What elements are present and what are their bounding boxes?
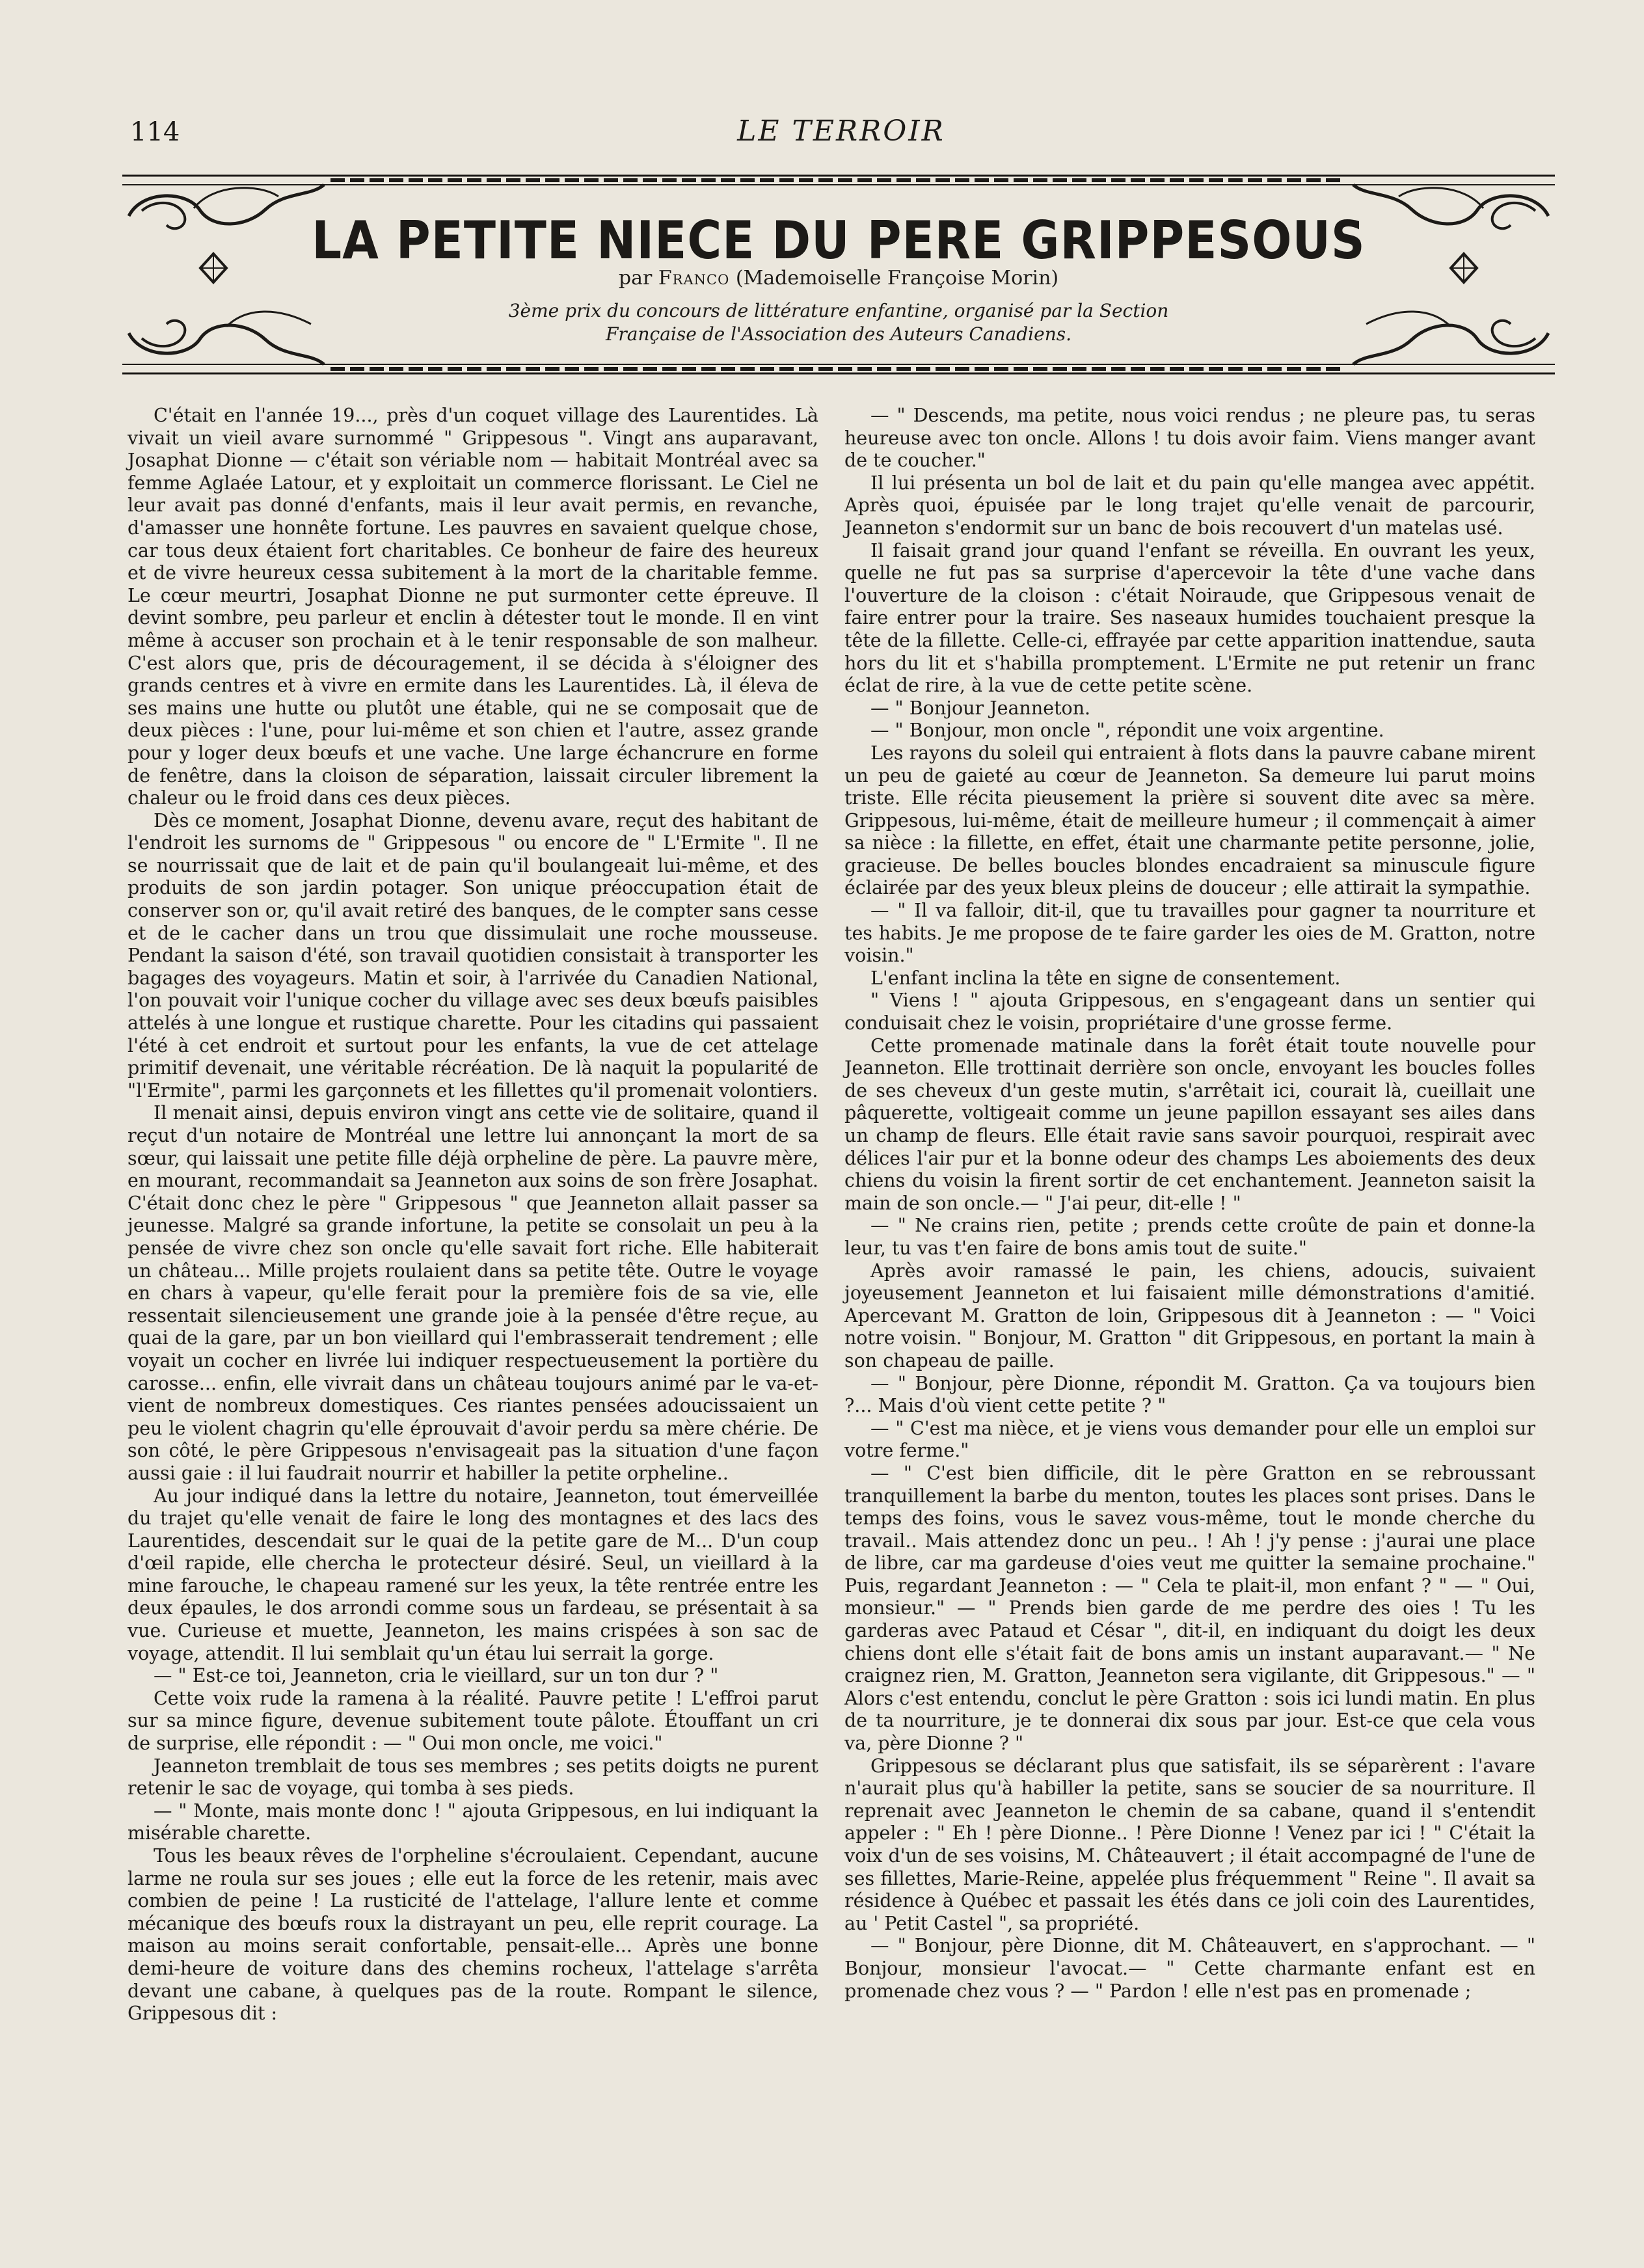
running-head	[122, 111, 1560, 150]
prize-note	[116, 299, 1561, 346]
paragraph: — " Est-ce toi, Jeanneton, cria le vieillard, sur un ton dur ? "	[154, 1665, 719, 1687]
byline-prefix: par	[618, 267, 653, 290]
paragraph: — " Descends, ma petite, nous voici rendus ; ne pleure pas, tu seras heureuse avec ton oncle. Allons ! tu dois avoir faim. Viens manger avant de te coucher."	[844, 405, 1535, 472]
right-column	[844, 405, 1535, 2003]
prize-note-line-1: 3ème prix du concours de littérature enfantine, organisé par la Section	[508, 300, 1169, 321]
prize-note-line-2: Française de l'Association des Auteurs Canadiens.	[605, 323, 1072, 345]
article-title: LA PETITE NIECE DU PERE GRIPPESOUS	[312, 209, 1366, 271]
title-headpiece	[116, 170, 1561, 379]
paragraph: Dès ce moment, Josaphat Dionne, devenu avare, reçut des habitant de l'endroit les surnoms de " Grippesous " ou encore de " L'Ermite ". Il ne se nourrissait que de lait et de pain qu'il boulangeait lui-même, et des produits de son jardin potager. Son unique préoccupation était de conserver son or, qu'il avait retiré des banques, de le compter sans cesse et de le cacher dans un trou que dissimulait une roche mousseuse. Pendant la saison d'été, son travail quotidien consistait à transporter les bagages des voyageurs. Matin et soir, à l'arrivée du Canadien National, l'on pouvait voir l'unique cocher du village avec ses deux bœufs paisibles attelés à une longue et rustique charette. Pour les citadins qui passaient l'été à cet endroit et surtout pour les enfants, la vue de cet attelage primitif devenait, une véritable récréation. De là naquit la popularité de "l'Ermite", parmi les garçonnets et les fillettes qu'il promenait volontiers.	[128, 809, 818, 1101]
author-real-name: (Mademoiselle Françoise Morin)	[735, 267, 1059, 290]
paragraph: Grippesous se déclarant plus que satisfait, ils se séparèrent : l'avare n'aurait plus qu'à habiller la petite, sans se soucier de sa nourriture. Il reprenait avec Jeanneton le chemin de sa cabane, quand il s'entendit appeler : " Eh ! père Dionne.. ! Père Dionne ! Venez par ici ! " C'était la voix d'un de ses voisins, M. Châteauvert ; il était accompagné de l'une de ses fillettes, Marie-Reine, appelée plus fréquemment " Reine ". Il avait sa résidence à Québec et passait les étés dans ce joli coin des Laurentides, au ' Petit Castel ", sa propriété.	[844, 1755, 1535, 1934]
paragraph: L'enfant inclina la tête en signe de consentement.	[870, 967, 1341, 989]
paragraph: — " Ne crains rien, petite ; prends cette croûte de pain et donne-la leur, tu vas t'en faire de bons amis tout de suite."	[844, 1215, 1535, 1259]
paragraph: Il lui présenta un bol de lait et du pain qu'elle mangea avec appétit. Après quoi, épuisée par le long trajet qu'elle venait de parcourir, Jeanneton s'endormit sur un banc de bois recouvert d'un matelas usé.	[844, 472, 1535, 539]
author-pen-name: Franco	[658, 267, 730, 290]
paragraph: C'était en l'année 19..., près d'un coquet village des Laurentides. Là vivait un vieil avare surnommé " Grippesous ". Vingt ans auparavant, Josaphat Dionne — c'était son vériable nom — habitait Montréal avec sa femme Aglaée Latour, et y exploitait un commerce florissant. Le Ciel ne leur avait pas donné d'enfants, mais il leur avait permis, en revanche, d'amasser une honnête fortune. Les pauvres en savaient quelque chose, car tous deux étaient fort charitables. Ce bonheur de faire des heureux et de vivre heureux cessa subitement à la mort de la charitable femme. Le cœur meurtri, Josaphat Dionne ne put surmonter cette épreuve. Il devint sombre, peu parleur et enclin à détester tout le monde. Il en vint même à accuser son prochain et à le tenir responsable de son malheur. C'est alors que, pris de découragement, il se décida à s'éloigner des grands centres et à vivre en ermite dans les Laurentides. Là, il éleva de ses mains une hutte ou plutôt une étable, qui ne se composait que de deux pièces : l'une, pour lui-même et son chien et l'autre, assez grande pour y loger deux bœufs et une vache. Une large échancrure en forme de fenêtre, dans la cloison de séparation, laissait circuler librement la chaleur ou le froid dans ces deux pièces.	[128, 405, 818, 809]
byline	[116, 267, 1561, 290]
paragraph: — " Bonjour Jeanneton.	[870, 697, 1091, 719]
paragraph: Cette promenade matinale dans la forêt était toute nouvelle pour Jeanneton. Elle trottinait derrière son oncle, envoyant les boucles folles de ses cheveux d'un geste mutin, s'arrêtait ici, courait là, cueillait une pâquerette, voltigeait comme un jeune papillon essayant ses ailes dans un champ de fleurs. Elle était ravie sans savoir pourquoi, respirait avec délices l'air pur et la bonne odeur des champs Les aboiements des deux chiens du voisin la firent sortir de cet enchantement. Jeanneton saisit la main de son oncle.— " J'ai peur, dit-elle ! "	[844, 1034, 1535, 1214]
paragraph: Il menait ainsi, depuis environ vingt ans cette vie de solitaire, quand il reçut d'un notaire de Montréal une lettre lui annonçant la mort de sa sœur, qui laissait une petite fille déjà orpheline de père. La pauvre mère, en mourant, recommandait sa Jeanneton aux soins de son frère Josaphat. C'était donc chez le père " Grippesous " que Jeanneton allait passer sa jeunesse. Malgré sa grande infortune, la petite se consolait un peu à la pensée de vivre chez son oncle qu'elle savait fort riche. Elle habiterait un château... Mille projets roulaient dans sa petite tête. Outre le voyage en chars à vapeur, qu'elle ferait pour la première fois de sa vie, elle ressentait silencieusement une grande joie à la pensée d'être reçue, au quai de la gare, par un bon vieillard qui l'embrasserait tendrement ; elle voyait un cocher en livrée lui indiquer respectueusement la portière du carosse... enfin, elle vivrait dans un château toujours animé par le va-et-vient de nombreux domestiques. Ces riantes pensées adoucissaient un peu le violent chagrin qu'elle éprouvait d'avoir perdu sa mère chérie. De son côté, le père Grippesous n'envisageait pas la situation d'une façon aussi gaie : il lui faudrait nourrir et habiller la petite orpheline..	[128, 1102, 818, 1484]
paragraph: — " Monte, mais monte donc ! " ajouta Grippesous, en lui indiquant la misérable charette.	[128, 1800, 818, 1844]
paragraph: Tous les beaux rêves de l'orpheline s'écroulaient. Cependant, aucune larme ne roula sur ses joues ; elle eut la force de les retenir, mais avec combien de peine ! La rusticité de l'attelage, l'allure lente et comme mécanique des bœufs roux la distrayant un peu, elle reprit courage. La maison au moins serait confortable, pensait-elle... Après une bonne demi-heure de voiture dans des chemins rocheux, l'attelage s'arrêta devant une cabane, à quelques pas de la route. Rompant le silence, Grippesous dit :	[128, 1845, 818, 2025]
paragraph: Les rayons du soleil qui entraient à flots dans la pauvre cabane mirent un peu de gaieté au cœur de Jeanneton. Sa demeure lui parut moins triste. Elle récita pieusement la prière si souvent dite avec sa mère. Grippesous, lui-même, était de meilleure humeur ; il commençait à aimer sa nièce : la fillette, en effet, était une charmante petite personne, jolie, gracieuse. De belles boucles blondes encadraient sa minuscule figure éclairée par des yeux bleux pleins de douceur ; elle attirait la sympathie.	[844, 742, 1535, 899]
paragraph: Il faisait grand jour quand l'enfant se réveilla. En ouvrant les yeux, quelle ne fut pas sa surprise d'apercevoir la tête d'une vache dans l'ouverture de la cloison : c'était Noiraude, que Grippesous venait de faire entrer pour la traire. Ses naseaux humides touchaient presque la tête de la fillette. Celle-ci, effrayée par cette apparition inattendue, sauta hors du lit et s'habilla promptement. L'Ermite ne put retenir un franc éclat de rire, à la vue de cette petite scène.	[844, 539, 1535, 697]
paragraph: Jeanneton tremblait de tous ses membres ; ses petits doigts ne purent retenir le sac de voyage, qui tomba à ses pieds.	[128, 1755, 818, 1800]
paragraph: — " C'est ma nièce, et je viens vous demander pour elle un emploi sur votre ferme."	[844, 1417, 1535, 1462]
left-column	[128, 405, 818, 2025]
paragraph: Cette voix rude la ramena à la réalité. Pauvre petite ! L'effroi parut sur sa mince figure, devenue subitement toute pâlote. Étouffant un cri de surprise, elle répondit : — " Oui mon oncle, me voici."	[128, 1687, 818, 1755]
paragraph: — " Bonjour, père Dionne, dit M. Châteauvert, en s'approchant. — " Bonjour, monsieur l'avocat.— " Cette charmante enfant est en promenade chez vous ? — " Pardon ! elle n'est pas en promenade ;	[844, 1935, 1535, 2002]
paragraph: — " C'est bien difficile, dit le père Gratton en se rebroussant tranquillement la barbe du menton, toutes les places sont prises. Dans le temps des foins, vous le savez vous-même, tout le monde cherche du travail.. Mais attendez donc un peu.. ! Ah ! j'y pense : j'aurai une place de libre, car ma gardeuse d'oies veut me quitter la semaine prochaine." Puis, regardant Jeanneton : — " Cela te plait-il, mon enfant ? " — " Oui, monsieur." — " Prends bien garde de me perdre des oies ! Tu les garderas avec Pataud et César ", dit-il, en indiquant du doigt les deux chiens dont elle s'était fait de bons amis un instant auparavant.— " Ne craignez rien, M. Gratton, Jeanneton sera vigilante, dit Grippesous." — " Alors c'est entendu, conclut le père Gratton : sois ici lundi matin. En plus de ta nourriture, je te donnerai dix sous par jour. Est-ce que cela vous va, père Dionne ? "	[844, 1462, 1535, 1755]
paragraph: Après avoir ramassé le pain, les chiens, adoucis, suivaient joyeusement Jeanneton et lui faisaient mille démonstrations d'amitié. Apercevant M. Gratton de loin, Grippesous dit à Jeanneton : — " Voici notre voisin. " Bonjour, M. Gratton " dit Grippesous, en portant la main à son chapeau de paille.	[844, 1260, 1535, 1371]
paragraph: — " Bonjour, mon oncle ", répondit une voix argentine.	[870, 720, 1384, 742]
paragraph: " Viens ! " ajouta Grippesous, en s'engageant dans un sentier qui conduisait chez le voisin, propriétaire d'une grosse ferme.	[844, 990, 1535, 1034]
paragraph: Au jour indiqué dans la lettre du notaire, Jeanneton, tout émerveillée du trajet qu'elle venait de faire le long des montagnes et des lacs des Laurentides, descendait sur le quai de la petite gare de M... D'un coup d'œil rapide, elle chercha le protecteur désiré. Seul, un vieillard à la mine farouche, le chapeau ramené sur les yeux, la tête rentrée entre les deux épaules, le dos arrondi comme sous un fardeau, se présentait à sa vue. Curieuse et muette, Jeanneton, les mains crispées à son sac de voyage, attendit. Il lui semblait qu'un étau lui serrait la gorge.	[128, 1485, 818, 1664]
page-number: 114	[130, 117, 180, 147]
paragraph: — " Bonjour, père Dionne, répondit M. Gratton. Ça va toujours bien ?... Mais d'où vient cette petite ? "	[844, 1372, 1535, 1417]
journal-title: LE TERROIR	[737, 115, 945, 148]
paragraph: — " Il va falloir, dit-il, que tu travailles pour gagner ta nourriture et tes habits. Je me propose de te faire garder les oies de M. Gratton, notre voisin."	[844, 900, 1535, 967]
